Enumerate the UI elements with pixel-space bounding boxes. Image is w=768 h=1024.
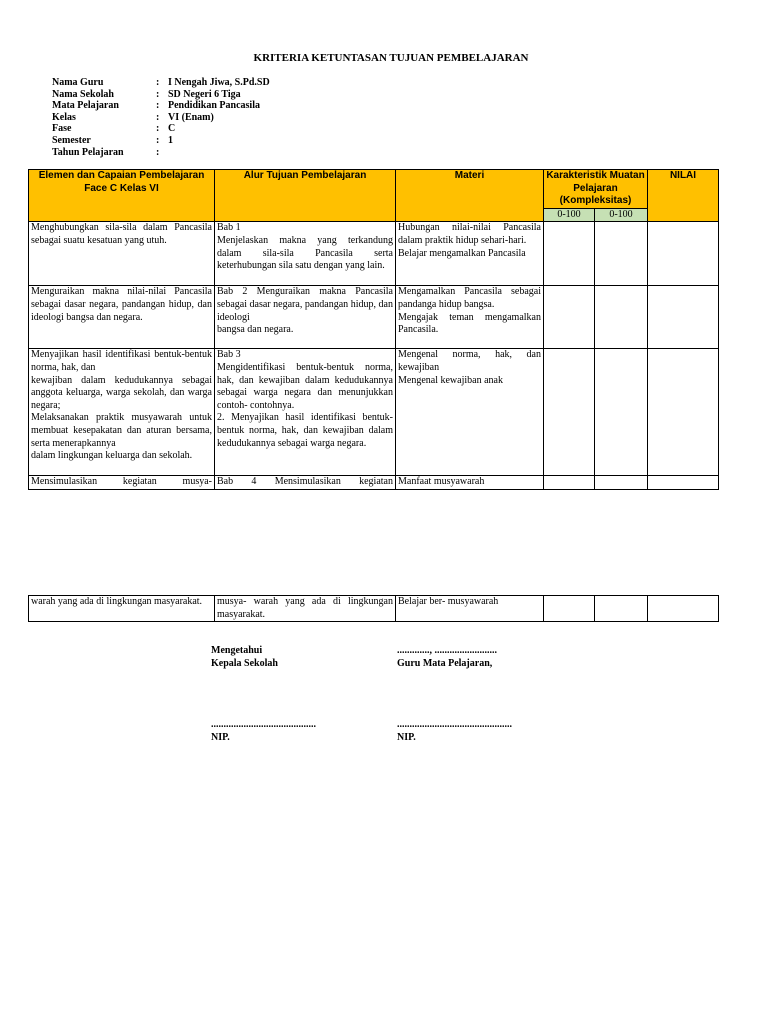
cell-elemen: Menyajikan hasil identifikasi bentuk-bentuk norma, hak, dan kewajiban dalam kedudukannya sebagai anggota keluarga, warga sekolah, dan warga negara; Melaksanakan praktik musyawarah untuk membuat kesepakatan dan aturan bersama, serta menerapkannya dalam lingkungan keluarga dan sekolah. [29,349,215,476]
cell-elemen: Mensimulasikan kegiatan musya- [29,476,215,490]
cell-alur: Bab 4 Mensimulasikan kegiatan [215,476,396,490]
signature-teacher-nip [397,718,512,744]
table-header-row [29,170,719,209]
info-colon: : [156,111,160,123]
info-value: C [168,123,176,135]
cell-alur: Bab 2 Menguraikan makna Pancasila sebagai dasar negara, pandangan hidup, dan ideologi bangsa dan negara. [215,286,396,349]
cell-materi: Belajar ber- musyawarah [396,596,544,622]
cell-nilai[interactable] [648,596,719,622]
signature-line: .............................................. [397,719,512,730]
info-label: Mata Pelajaran [52,100,119,112]
info-row-mata-pelajaran [52,100,270,112]
signature-line: .......................................... [211,719,316,730]
cell-nilai[interactable] [648,286,719,349]
table-row [29,476,719,490]
info-colon: : [156,88,160,100]
header-elemen: Elemen dan Capaian Pembelajaran Face C Kelas VI [29,170,215,222]
info-row-tahun-pelajaran [52,147,270,159]
info-label: Semester [52,134,91,146]
cell-score-2[interactable] [595,349,648,476]
nip-label: NIP. [397,732,416,743]
cell-materi: Mengamalkan Pancasila sebagai pandanga hidup bangsa. Mengajak teman mengamalkan Pancasila. [396,286,544,349]
table-row [29,349,719,476]
nip-label: NIP. [211,732,230,743]
info-value: Pendidikan Pancasila [168,100,260,112]
kktp-table [28,169,719,490]
info-label: Tahun Pelajaran [52,146,124,158]
cell-materi: Manfaat musyawarah [396,476,544,490]
cell-alur: Bab 3 Mengidentifikasi bentuk-bentuk norma, hak, dan kewajiban dalam kedudukannya sebagai warga negara dan menunjukkan contoh- contohnya. 2. Menyajikan hasil identifikasi bentuk-bentuk norma, hak, dan kewajiban dalam kedudukannya sebagai warga negara. [215,349,396,476]
cell-score-2[interactable] [595,222,648,286]
info-value: VI (Enam) [168,111,214,123]
header-materi: Materi [396,170,544,222]
kktp-table-continuation [28,595,719,622]
header-alur: Alur Tujuan Pembelajaran [215,170,396,222]
signature-teacher-title: Guru Mata Pelajaran, [397,658,493,669]
info-label: Nama Guru [52,77,104,88]
cell-elemen: Menghubungkan sila-sila dalam Pancasila sebagai suatu kesatuan yang utuh. [29,222,215,286]
signature-place-date: ............., ......................... [397,645,497,656]
info-colon: : [156,134,160,146]
cell-alur: musya- warah yang ada di lingkungan masyarakat. [215,596,396,622]
cell-score-2[interactable] [595,286,648,349]
signature-acknowledge-label: Mengetahui [211,645,263,656]
table-row [29,222,719,286]
info-row-nama-guru [52,77,270,89]
cell-nilai[interactable] [648,476,719,490]
info-label: Kelas [52,111,76,123]
info-row-fase [52,123,270,135]
cell-nilai[interactable] [648,222,719,286]
cell-nilai[interactable] [648,349,719,476]
header-range-1: 0-100 [544,208,595,222]
info-row-semester [52,135,270,147]
signature-principal-title: Kepala Sekolah [211,658,278,669]
table-row [29,286,719,349]
info-label: Fase [52,123,72,135]
cell-materi: Hubungan nilai-nilai Pancasila dalam praktik hidup sehari-hari. Belajar mengamalkan Pancasila [396,222,544,286]
info-value: SD Negeri 6 Tiga [168,88,241,100]
signature-teacher [397,644,497,670]
cell-materi: Mengenal norma, hak, dan kewajiban Mengenal kewajiban anak [396,349,544,476]
cell-score-1[interactable] [544,476,595,490]
header-range-2: 0-100 [595,208,648,222]
cell-score-1[interactable] [544,222,595,286]
info-colon: : [156,77,160,88]
info-label: Nama Sekolah [52,88,114,100]
cell-score-2[interactable] [595,476,648,490]
cell-elemen: Menguraikan makna nilai-nilai Pancasila sebagai dasar negara, pandangan hidup, dan ideologi bangsa dan negara. [29,286,215,349]
signature-principal [211,644,278,670]
info-value: 1 [168,134,173,146]
cell-alur: Bab 1 Menjelaskan makna yang terkandung dalam sila-sila Pancasila serta keterhubungan sila satu dengan yang lain. [215,222,396,286]
info-row-nama-sekolah [52,89,270,101]
table-row [29,596,719,622]
info-colon: : [156,100,160,112]
cell-score-1[interactable] [544,349,595,476]
header-karakteristik: Karakteristik Muatan Pelajaran (Kompleksitas) [544,170,648,209]
cell-score-2[interactable] [595,596,648,622]
header-nilai: NILAI [648,170,719,222]
document-title: KRITERIA KETUNTASAN TUJUAN PEMBELAJARAN [253,52,529,64]
info-colon: : [156,146,160,158]
signature-principal-nip [211,718,316,744]
info-value: I Nengah Jiwa, S.Pd.SD [168,77,270,88]
cell-score-1[interactable] [544,286,595,349]
info-colon: : [156,123,160,135]
info-row-kelas [52,112,270,124]
cell-score-1[interactable] [544,596,595,622]
teacher-info-block [52,77,270,158]
cell-elemen: warah yang ada di lingkungan masyarakat. [29,596,215,622]
